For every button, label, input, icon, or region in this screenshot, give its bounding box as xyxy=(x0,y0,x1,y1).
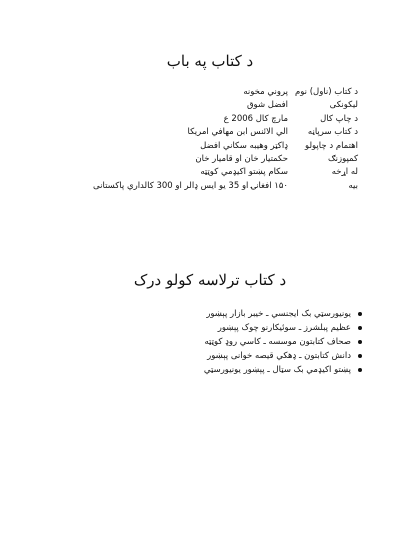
shop-name: يونيورسټي بک ايجنسي ـ خيبر بازار پېښور xyxy=(206,309,351,319)
info-row-publishing xyxy=(58,140,358,153)
info-value: ۱۵۰ افغانۍ او 35 يو ايس ډالر او 300 کالداري پاکستانی xyxy=(93,180,288,191)
bullet-icon xyxy=(358,354,362,358)
info-row-author xyxy=(58,99,358,112)
bullet-icon xyxy=(358,340,362,344)
info-label: له اړخه xyxy=(331,167,358,178)
list-item xyxy=(204,335,362,349)
info-row-composing xyxy=(58,153,358,166)
info-row-publisher xyxy=(58,166,358,179)
info-label: د کتاب سرپاڼه xyxy=(307,127,358,138)
shop-name: دانش کتابتون ـ ډهکي قيصه خوانی پېښور xyxy=(207,351,351,361)
book-info-table xyxy=(58,86,358,193)
info-label: ليکونکی xyxy=(329,100,358,111)
info-label: د کتاب (ناول) نوم xyxy=(295,87,358,97)
info-row-cover xyxy=(58,126,358,139)
info-row-price xyxy=(58,180,358,193)
info-value: ډاکټر وهيبه سکاني افضل xyxy=(200,140,288,151)
list-item xyxy=(204,307,362,321)
info-value: پروني مخونه xyxy=(243,87,288,97)
info-row-print-year xyxy=(58,113,358,126)
info-value: افضل شوق xyxy=(246,100,288,111)
bullet-icon xyxy=(358,326,362,330)
info-value: الي الائنس ابن مهافي امريکا xyxy=(187,127,288,138)
bullet-icon xyxy=(358,312,362,316)
info-label: اهتمام د چاپولو xyxy=(305,140,358,151)
shops-heading: د کتاب ترلاسه کولو درک xyxy=(133,271,287,289)
list-item xyxy=(204,349,362,363)
info-label: کمپوزنګ xyxy=(328,154,358,165)
bullet-icon xyxy=(358,368,362,372)
list-item xyxy=(204,363,362,377)
shop-list xyxy=(204,307,362,377)
book-info-heading: د کتاب په باب xyxy=(166,52,254,70)
list-item xyxy=(204,321,362,335)
info-label: بيه xyxy=(348,180,358,191)
shop-name: عظيم پبلشرز ـ سوئيکارنو چوک پېښور xyxy=(217,323,351,333)
shop-name: پښتو اکيډمي بک سټال ـ پېښور يونيورسټي xyxy=(203,365,351,375)
info-label: د چاپ کال xyxy=(320,113,358,124)
shop-name: صحاف کتابتون موسسه ـ کاسي روډ کوټټه xyxy=(204,337,351,347)
info-value: سکام پښتو اکيډمي کوټټه xyxy=(200,167,288,178)
info-value: مارچ کال 2006 ع xyxy=(223,113,288,124)
info-row-title xyxy=(58,86,358,99)
info-value: حکمتيار خان او قاميار خان xyxy=(195,154,288,165)
